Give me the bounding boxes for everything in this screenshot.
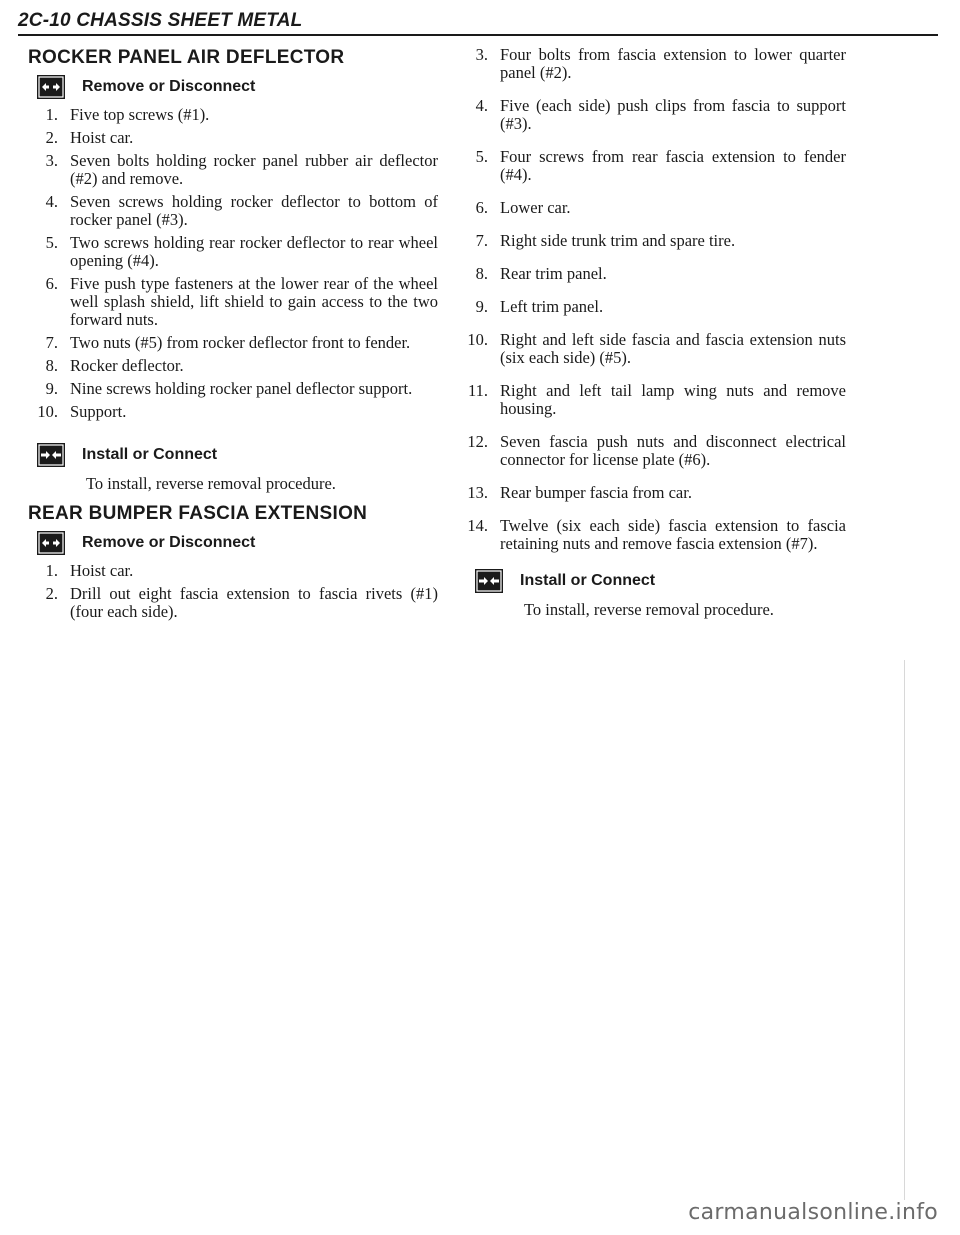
list-item: 12. Seven fascia push nuts and disconnect electrical connector for license plate (#6). [467, 432, 846, 469]
list-item: 8. Rocker deflector. [45, 356, 184, 375]
list-item: 1. Hoist car. [45, 561, 134, 580]
list-item: 4. Five (each side) push clips from fascia to support (#3). [475, 96, 846, 133]
rocker-steps-list [28, 106, 438, 421]
bumper-section-title: REAR BUMPER FASCIA EXTENSION [28, 503, 368, 524]
remove-label: Remove or Disconnect [82, 78, 256, 95]
scan-edge-line [904, 660, 905, 1200]
list-item: 3. Seven bolts holding rocker panel rubber air deflector (#2) and remove. [45, 151, 438, 188]
list-item: 4. Seven screws holding rocker deflector to bottom of rocker panel (#3). [45, 192, 438, 229]
list-item: 7. Right side trunk trim and spare tire. [475, 231, 736, 250]
bumper-steps-continued [466, 46, 846, 553]
list-item: 13. Rear bumper fascia from car. [467, 483, 692, 502]
install-arrows-icon [474, 568, 504, 594]
rocker-section-title: ROCKER PANEL AIR DEFLECTOR [28, 47, 345, 68]
list-item: 1. Five top screws (#1). [45, 105, 210, 124]
bumper-steps-list [28, 562, 438, 621]
watermark: carmanualsonline.info [688, 1200, 938, 1225]
list-item: 9. Nine screws holding rocker panel deflector support. [45, 379, 413, 398]
list-item: 6. Lower car. [475, 198, 571, 217]
install-label: Install or Connect [82, 446, 218, 463]
list-item: 10. Support. [37, 402, 127, 421]
list-item: 10. Right and left side fascia and fascia extension nuts (six each side) (#5). [467, 330, 846, 367]
remove-label: Remove or Disconnect [82, 534, 256, 551]
install-note: To install, reverse removal procedure. [524, 600, 774, 619]
right-column [466, 46, 846, 628]
remove-subhead [36, 74, 438, 100]
remove-subhead-2 [36, 530, 438, 556]
list-item: 6. Five push type fasteners at the lower rear of the wheel well splash shield, lift shield to gain access to the two forward nuts. [45, 274, 438, 329]
install-label: Install or Connect [520, 572, 656, 589]
install-arrows-icon [36, 442, 66, 468]
remove-arrows-icon [36, 74, 66, 100]
page-header [18, 8, 938, 36]
list-item: 8. Rear trim panel. [475, 264, 607, 283]
list-item: 9. Left trim panel. [475, 297, 604, 316]
list-item: 5. Four screws from rear fascia extension to fender (#4). [475, 147, 846, 184]
list-item: 2. Hoist car. [45, 128, 134, 147]
remove-arrows-icon [36, 530, 66, 556]
list-item: 3. Four bolts from fascia extension to lower quarter panel (#2). [475, 45, 846, 82]
page-title: 2C-10 CHASSIS SHEET METAL [18, 10, 303, 31]
list-item: 2. Drill out eight fascia extension to fascia rivets (#1) (four each side). [45, 584, 438, 621]
install-subhead-2 [474, 568, 846, 594]
list-item: 14. Twelve (six each side) fascia extension to fascia retaining nuts and remove fascia extension (#7). [467, 516, 846, 553]
install-subhead [36, 442, 438, 468]
list-item: 11. Right and left tail lamp wing nuts and remove housing. [467, 381, 846, 418]
list-item: 5. Two screws holding rear rocker deflector to rear wheel opening (#4). [45, 233, 438, 270]
install-note: To install, reverse removal procedure. [86, 474, 336, 493]
list-item: 7. Two nuts (#5) from rocker deflector front to fender. [45, 333, 411, 352]
left-column [28, 46, 438, 626]
